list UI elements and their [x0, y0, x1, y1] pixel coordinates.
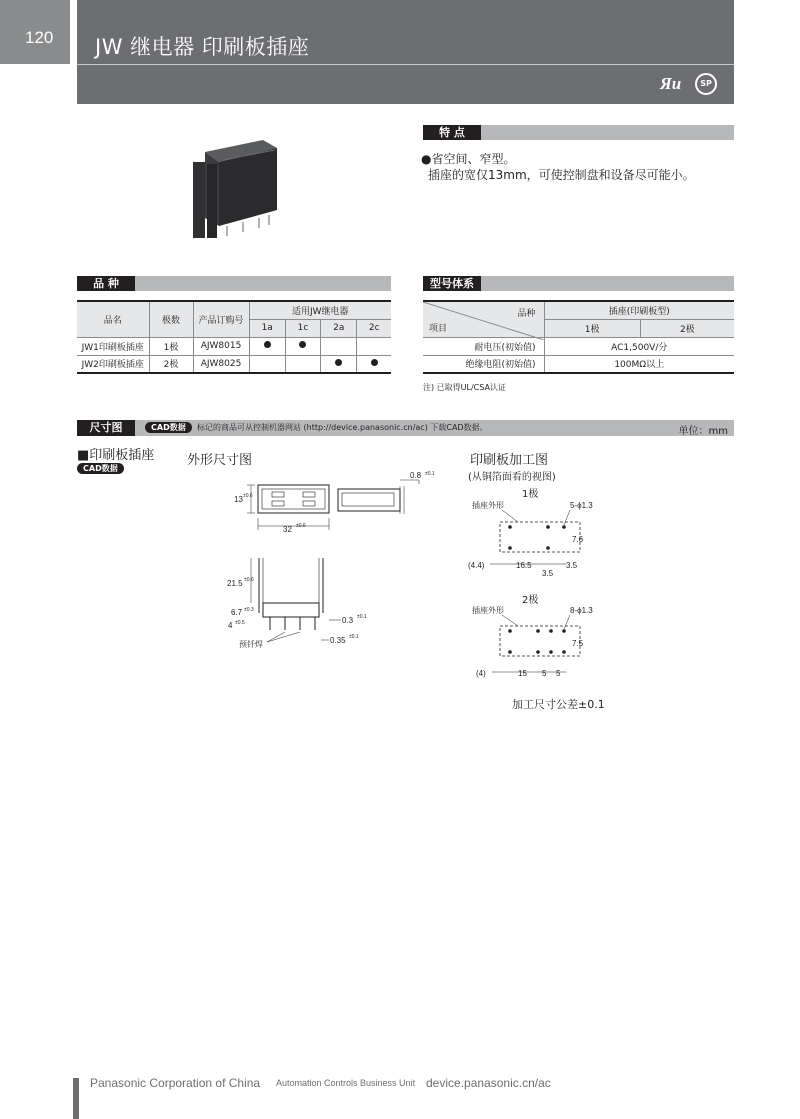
row2-name: JW2印刷板插座 — [77, 355, 149, 373]
dim-4: 4 — [228, 621, 233, 630]
hole-spec-2: 8-ϕ1.3 — [570, 606, 593, 615]
dim-21-5: 21.5 — [227, 579, 243, 588]
types-heading: 品 种 — [77, 276, 135, 291]
cad-data-badge-2: CAD数据 — [77, 463, 124, 474]
solder-label: 预钎焊 — [239, 640, 263, 649]
relay-type-2a: 2a — [321, 319, 357, 337]
fit-dot-icon — [264, 341, 271, 348]
model-heading: 型号体系 — [423, 276, 481, 291]
row1-part: AJW8015 — [193, 337, 249, 355]
csa-cert-icon: SP — [695, 73, 717, 95]
footer-url: device.panasonic.cn/ac — [426, 1076, 551, 1090]
fit-dot-icon — [335, 359, 342, 366]
dim-0-35: 0.35 — [330, 636, 346, 645]
footer-corporation: Panasonic Corporation of China — [90, 1076, 261, 1090]
table-row — [77, 337, 391, 355]
dim-32-tol: ±0.6 — [296, 523, 306, 529]
types-section-bar — [77, 276, 391, 291]
socket-outline-label-2: 插座外形 — [472, 606, 504, 615]
table-row — [77, 355, 391, 373]
withstand-label: 耐电压(初始值) — [423, 337, 544, 355]
dim-0-3-tol: ±0.1 — [357, 614, 367, 620]
model-table — [423, 300, 734, 374]
unit-label: 单位：mm — [678, 426, 728, 437]
row2-fit-1c — [285, 355, 320, 373]
dimensions-heading: 尺寸图 — [77, 420, 135, 436]
title-divider — [77, 64, 734, 65]
diag-top-label: 品种 — [517, 309, 536, 319]
dim-13: 13 — [234, 495, 243, 504]
dim-6-7: 6.7 — [231, 608, 243, 617]
insulation-value: 100MΩ以上 — [544, 355, 734, 373]
dim-7-5: 7.5 — [572, 639, 584, 648]
row2-fit-1a — [249, 355, 285, 373]
fit-dot-icon — [371, 359, 378, 366]
col-1pole-header: 1极 — [544, 319, 640, 337]
dim-21-5-tol: ±0.6 — [244, 577, 254, 583]
feature-line-2: 插座的宽仅13mm，可使控制盘和设备尽可能小。 — [428, 168, 695, 182]
diag-bottom-label: 项目 — [429, 323, 448, 334]
cert-note: 注) 已取得UL/CSA认证 — [423, 383, 506, 392]
diag-header-cell — [423, 301, 544, 337]
outline-title: 外形尺寸图 — [187, 453, 253, 468]
fit-dot-icon — [299, 341, 306, 348]
types-table — [77, 300, 391, 374]
col-name-header: 品名 — [77, 301, 149, 337]
dim-7-6: 7.6 — [572, 535, 584, 544]
dim-0-8-tol: ±0.1 — [425, 471, 435, 477]
dim-15: 15 — [518, 669, 527, 678]
row2-fit-2a — [321, 355, 357, 373]
dim-32: 32 — [283, 525, 292, 534]
withstand-value: AC1,500V/分 — [544, 337, 734, 355]
relay-type-2c: 2c — [357, 319, 391, 337]
dimensions-section-bar — [77, 420, 734, 436]
row1-name: JW1印刷板插座 — [77, 337, 149, 355]
dim-4-paren: (4) — [476, 669, 486, 678]
dim-4-4: (4.4) — [468, 561, 485, 570]
pcb-title: 印刷板加工图 — [470, 453, 549, 468]
relay-type-1a: 1a — [249, 319, 285, 337]
dim-0-8: 0.8 — [410, 471, 422, 480]
dim-0-35-tol: ±0.1 — [349, 634, 359, 640]
pcb-1pole-drawing — [466, 496, 606, 581]
relay-type-1c: 1c — [285, 319, 320, 337]
model-section-bar — [423, 276, 734, 291]
row2-poles: 2极 — [149, 355, 193, 373]
feature-line-1: ●省空间、窄型。 — [421, 152, 516, 166]
pcb-2pole-drawing — [466, 602, 606, 684]
dim-16-5: 16.5 — [516, 561, 532, 570]
row1-poles: 1极 — [149, 337, 193, 355]
cad-data-badge: CAD数据 — [145, 422, 192, 433]
tolerance-note: 加工尺寸公差±0.1 — [512, 698, 605, 711]
row2-part: AJW8025 — [193, 355, 249, 373]
row1-fit-1a — [249, 337, 285, 355]
pcb-subtitle: (从铜箔面看的视图) — [468, 472, 556, 483]
col-socket-header: 插座(印刷板型) — [544, 301, 734, 319]
ul-cert-icon: Яu — [660, 74, 682, 93]
col-2pole-header: 2极 — [640, 319, 734, 337]
table-row — [423, 355, 734, 373]
outline-drawing — [225, 470, 440, 660]
dim-5b: 5 — [556, 669, 561, 678]
page-number: 120 — [25, 28, 54, 47]
dim-3-5b: 3.5 — [566, 561, 578, 570]
col-relay-header: 适用JW继电器 — [249, 301, 391, 319]
footer-business-unit: Automation Controls Business Unit — [276, 1078, 416, 1088]
pole2-label: 2极 — [522, 595, 539, 606]
col-part-header: 产品订购号 — [193, 301, 249, 337]
dim-13-tol: ±0.6 — [243, 493, 253, 499]
dim-3-5a: 3.5 — [542, 569, 554, 578]
hole-spec-1: 5-ϕ1.3 — [570, 501, 593, 510]
pole1-label: 1极 — [522, 489, 539, 500]
dim-4-tol: ±0.5 — [235, 620, 245, 626]
row1-fit-1c — [285, 337, 320, 355]
features-section-bar — [423, 125, 734, 140]
row1-fit-2c — [357, 337, 391, 355]
dim-5a: 5 — [542, 669, 547, 678]
footer-bar — [73, 1078, 79, 1119]
col-poles-header: 极数 — [149, 301, 193, 337]
dim-0-3: 0.3 — [342, 616, 354, 625]
socket-outline-label-1: 插座外形 — [472, 501, 504, 510]
socket-sub-title: ■印刷板插座 — [77, 448, 155, 463]
dim-6-7-tol: ±0.3 — [244, 607, 254, 613]
row1-fit-2a — [321, 337, 357, 355]
page-title: JW 继电器 印刷板插座 — [95, 35, 310, 59]
features-heading: 特 点 — [423, 125, 481, 140]
cad-note: 标记的商品可从控制机器网站 (http://device.panasonic.cn/ac) 下载CAD数据。 — [197, 423, 488, 432]
insulation-label: 绝缘电阻(初始值) — [423, 355, 544, 373]
product-photo — [193, 140, 283, 240]
row2-fit-2c — [357, 355, 391, 373]
